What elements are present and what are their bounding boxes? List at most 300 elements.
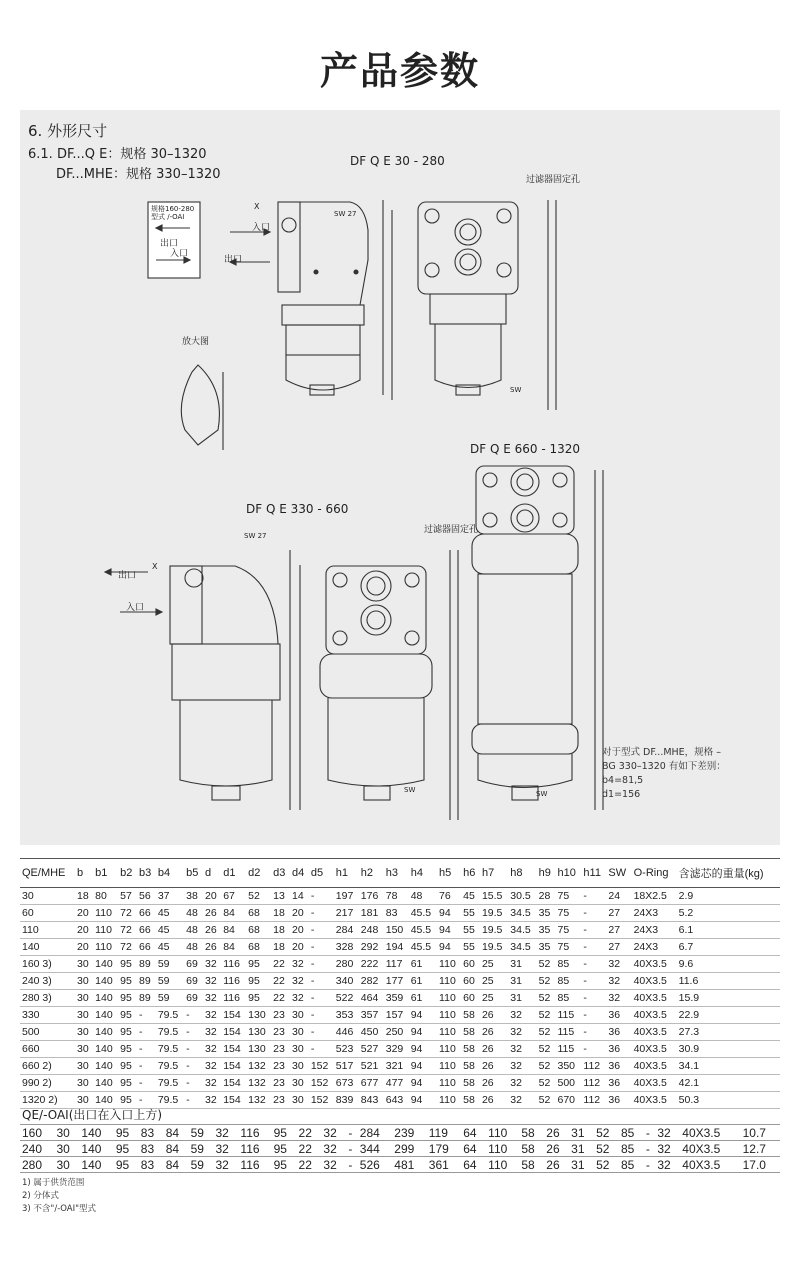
table-cell: 116	[238, 1125, 271, 1141]
table-cell: 55	[461, 939, 480, 956]
table-cell: 85	[619, 1157, 644, 1173]
table-cell: 79.5	[156, 1007, 184, 1024]
table-row	[20, 905, 780, 922]
drawing-title-small: DF Q E 30 - 280	[350, 154, 445, 168]
table-cell: 19.5	[480, 905, 508, 922]
table-cell: 670	[555, 1092, 581, 1109]
table-cell: 112	[581, 1075, 606, 1092]
table-cell: 94	[409, 1041, 437, 1058]
table-cell: 72	[118, 939, 137, 956]
table-cell: 48	[184, 905, 203, 922]
table-cell: 32	[203, 973, 221, 990]
table-cell: 152	[309, 1058, 334, 1075]
table-cell: 95	[118, 1024, 137, 1041]
table-row	[20, 1141, 780, 1157]
table-cell: 27	[606, 922, 631, 939]
table-cell: 60	[461, 973, 480, 990]
table-cell: 26	[480, 1058, 508, 1075]
table-cell: 30	[290, 1007, 309, 1024]
table-cell: 79.5	[156, 1092, 184, 1109]
table-row	[20, 888, 780, 905]
table-cell: 27	[606, 939, 631, 956]
table-cell: 248	[359, 922, 384, 939]
table-cell: 95	[272, 1157, 297, 1173]
table-cell: 40X3.5	[632, 1024, 677, 1041]
table-cell: 22	[297, 1141, 322, 1157]
table-header-cell: b2	[118, 859, 137, 888]
drawing-title-medium: DF Q E 330 - 660	[246, 502, 349, 516]
table-cell: 197	[334, 888, 359, 905]
table-cell: -	[309, 1007, 334, 1024]
table-cell: 18	[75, 888, 93, 905]
table-cell: 179	[427, 1141, 461, 1157]
table-cell: 32	[508, 1058, 536, 1075]
table-cell: 32	[606, 956, 631, 973]
table-cell: 110	[437, 990, 461, 1007]
table-cell: 239	[392, 1125, 426, 1141]
table-cell: 66	[137, 922, 156, 939]
table-cell: 36	[606, 1058, 631, 1075]
table-cell: 10.7	[741, 1125, 780, 1141]
table-cell: 116	[238, 1141, 271, 1157]
table-row	[20, 1041, 780, 1058]
table-cell: 110	[93, 922, 118, 939]
table-cell: 194	[384, 939, 409, 956]
table-cell: 282	[359, 973, 384, 990]
table-row	[20, 990, 780, 1007]
table-cell: 85	[555, 973, 581, 990]
table-cell: 69	[184, 956, 203, 973]
table-cell: 140	[93, 1024, 118, 1041]
table-cell: 76	[437, 888, 461, 905]
table-cell: 22	[271, 956, 290, 973]
table-cell: 22	[271, 973, 290, 990]
table-header-cell: b	[75, 859, 93, 888]
table-cell: 32	[290, 973, 309, 990]
table-cell: 660	[20, 1041, 75, 1058]
table-cell: -	[309, 956, 334, 973]
table-cell: 130	[246, 1041, 271, 1058]
table-cell: 59	[189, 1125, 214, 1141]
table-cell: 357	[359, 1007, 384, 1024]
table-cell: 79.5	[156, 1075, 184, 1092]
table-cell: 60	[20, 905, 75, 922]
table-cell: 83	[139, 1157, 164, 1173]
table-cell: -	[309, 1024, 334, 1041]
table-cell: 32	[655, 1157, 680, 1173]
footnote-2: 2) 分体式	[22, 1191, 59, 1201]
table-cell: 95	[272, 1141, 297, 1157]
table-header-cell: h6	[461, 859, 480, 888]
table-cell: 328	[334, 939, 359, 956]
table-cell: 160 3)	[20, 956, 75, 973]
table-cell: 130	[246, 1024, 271, 1041]
table-cell: 79.5	[156, 1058, 184, 1075]
table-cell: 280	[334, 956, 359, 973]
table-cell: 36	[606, 1092, 631, 1109]
table-cell: 59	[189, 1157, 214, 1173]
table-cell: 56	[137, 888, 156, 905]
table-cell: 6.7	[677, 939, 780, 956]
table-cell: 61	[409, 973, 437, 990]
oai-table	[20, 1124, 780, 1173]
table-cell: 140	[79, 1157, 113, 1173]
table-cell: 64	[461, 1125, 486, 1141]
legend-outlet: 出口	[160, 239, 179, 249]
table-cell: 95	[118, 1058, 137, 1075]
table-header-cell: h7	[480, 859, 508, 888]
table-cell: 26	[544, 1141, 569, 1157]
table-cell: 32	[508, 1092, 536, 1109]
table-header-cell: h5	[437, 859, 461, 888]
table-cell: 95	[118, 1092, 137, 1109]
table-cell: -	[581, 1007, 606, 1024]
table-cell: 154	[221, 1024, 246, 1041]
table-cell: 23	[271, 1041, 290, 1058]
table-cell: 45	[156, 922, 184, 939]
table-cell: 32	[321, 1157, 346, 1173]
oai-heading: QE/-OAI(出口在入口上方)	[22, 1108, 163, 1122]
table-cell: 68	[246, 922, 271, 939]
table-cell: 75	[555, 939, 581, 956]
table-cell: 517	[334, 1058, 359, 1075]
table-cell: 481	[392, 1157, 426, 1173]
table-cell: 526	[358, 1157, 392, 1173]
table-cell: 23	[271, 1058, 290, 1075]
table-cell: 839	[334, 1092, 359, 1109]
table-cell: 68	[246, 939, 271, 956]
table-cell: 52	[594, 1157, 619, 1173]
table-cell: 24X3	[632, 939, 677, 956]
mount-hole-label-medium: 过滤器固定孔	[424, 525, 479, 535]
table-cell: 140	[79, 1141, 113, 1157]
table-cell: 110	[437, 1041, 461, 1058]
table-cell: 30	[75, 956, 93, 973]
table-cell: 20	[290, 905, 309, 922]
table-cell: 240	[20, 1141, 54, 1157]
table-cell: 32	[655, 1141, 680, 1157]
table-cell: 95	[246, 990, 271, 1007]
table-cell: -	[137, 1024, 156, 1041]
table-cell: 25	[480, 956, 508, 973]
table-cell: 500	[555, 1075, 581, 1092]
table-cell: 140	[93, 990, 118, 1007]
table-cell: 110	[93, 939, 118, 956]
table-cell: 17.0	[741, 1157, 780, 1173]
table-cell: 19.5	[480, 922, 508, 939]
table-cell: 13	[271, 888, 290, 905]
table-cell: 45.5	[409, 922, 437, 939]
table-cell: 464	[359, 990, 384, 1007]
table-cell: -	[581, 973, 606, 990]
table-cell: -	[309, 990, 334, 1007]
sw-label-large: SW	[536, 790, 548, 798]
x-label-small: X	[254, 202, 260, 211]
table-row	[20, 1125, 780, 1141]
table-cell: 40X3.5	[680, 1125, 740, 1141]
table-cell: 152	[309, 1075, 334, 1092]
table-cell: 359	[384, 990, 409, 1007]
table-cell: 25	[480, 973, 508, 990]
table-header-cell: b5	[184, 859, 203, 888]
table-cell: 95	[118, 1075, 137, 1092]
x-label-medium: X	[152, 562, 158, 571]
table-cell: -	[309, 939, 334, 956]
inlet-label-small: 入口	[252, 223, 271, 233]
table-cell: 42.1	[677, 1075, 780, 1092]
table-cell: 59	[156, 990, 184, 1007]
table-cell: 83	[139, 1125, 164, 1141]
table-cell: 61	[409, 956, 437, 973]
table-cell: 110	[437, 1024, 461, 1041]
table-cell: 31	[508, 973, 536, 990]
table-cell: 89	[137, 956, 156, 973]
table-cell: 72	[118, 905, 137, 922]
table-cell: 132	[246, 1092, 271, 1109]
table-cell: 112	[581, 1058, 606, 1075]
table-cell: 32	[214, 1125, 239, 1141]
table-cell: 2.9	[677, 888, 780, 905]
table-cell: 58	[461, 1041, 480, 1058]
table-cell: 95	[118, 1007, 137, 1024]
table-row	[20, 956, 780, 973]
drawing-title-large: DF Q E 660 - 1320	[470, 442, 581, 456]
table-cell: 22	[271, 990, 290, 1007]
table-cell: 40X3.5	[632, 973, 677, 990]
table-cell: 22.9	[677, 1007, 780, 1024]
table-cell: 40X3.5	[632, 990, 677, 1007]
table-cell: 85	[619, 1125, 644, 1141]
table-cell: 20	[290, 922, 309, 939]
table-cell: 140	[93, 1092, 118, 1109]
table-cell: 344	[358, 1141, 392, 1157]
table-cell: -	[137, 1058, 156, 1075]
table-cell: 32	[508, 1024, 536, 1041]
table-cell: 350	[555, 1058, 581, 1075]
table-row	[20, 1075, 780, 1092]
table-cell: 660 2)	[20, 1058, 75, 1075]
table-cell: 643	[384, 1092, 409, 1109]
table-cell: 52	[537, 1024, 556, 1041]
table-cell: 89	[137, 990, 156, 1007]
table-header-cell: d5	[309, 859, 334, 888]
table-cell: 35	[537, 905, 556, 922]
table-cell: 55	[461, 922, 480, 939]
sw-label-medium: SW	[404, 786, 416, 794]
table-cell: 30	[75, 1024, 93, 1041]
table-cell: 26	[203, 939, 221, 956]
table-cell: 117	[384, 956, 409, 973]
table-cell: 31	[508, 956, 536, 973]
table-cell: 75	[555, 922, 581, 939]
table-cell: 150	[384, 922, 409, 939]
table-cell: 32	[203, 1041, 221, 1058]
table-cell: 34.5	[508, 922, 536, 939]
table-cell: 116	[221, 990, 246, 1007]
table-cell: 55	[461, 905, 480, 922]
table-cell: 94	[409, 1058, 437, 1075]
table-cell: 95	[114, 1125, 139, 1141]
table-cell: -	[309, 888, 334, 905]
table-header-cell: d3	[271, 859, 290, 888]
table-cell: 27.3	[677, 1024, 780, 1041]
table-cell: 110	[486, 1125, 519, 1141]
table-cell: -	[644, 1141, 655, 1157]
table-cell: 95	[118, 956, 137, 973]
table-cell: 110	[486, 1141, 519, 1157]
table-header-cell: QE/MHE	[20, 859, 75, 888]
table-cell: 115	[555, 1041, 581, 1058]
table-cell: 30	[75, 990, 93, 1007]
table-cell: 84	[221, 939, 246, 956]
table-cell: 52	[537, 956, 556, 973]
inlet-label-medium: 入口	[126, 603, 145, 613]
table-cell: 20	[75, 905, 93, 922]
table-cell: 79.5	[156, 1041, 184, 1058]
table-cell: 115	[555, 1024, 581, 1041]
table-cell: 222	[359, 956, 384, 973]
table-cell: 329	[384, 1041, 409, 1058]
table-cell: 110	[437, 1058, 461, 1075]
table-cell: 32	[508, 1041, 536, 1058]
table-header-cell: d2	[246, 859, 271, 888]
table-cell: -	[137, 1041, 156, 1058]
table-cell: 140	[93, 1075, 118, 1092]
table-cell: -	[581, 939, 606, 956]
table-cell: 32	[290, 990, 309, 1007]
table-cell: 26	[544, 1157, 569, 1173]
table-cell: 95	[114, 1141, 139, 1157]
table-cell: -	[137, 1092, 156, 1109]
table-cell: -	[581, 1024, 606, 1041]
table-cell: 50.3	[677, 1092, 780, 1109]
table-cell: 45.5	[409, 905, 437, 922]
table-cell: -	[137, 1075, 156, 1092]
table-cell: 34.1	[677, 1058, 780, 1075]
table-cell: 280	[20, 1157, 54, 1173]
table-cell: 66	[137, 939, 156, 956]
table-cell: 52	[537, 1007, 556, 1024]
table-cell: 23	[271, 1075, 290, 1092]
table-cell: 9.6	[677, 956, 780, 973]
table-cell: 20	[75, 939, 93, 956]
table-cell: 353	[334, 1007, 359, 1024]
table-cell: -	[137, 1007, 156, 1024]
table-cell: 85	[619, 1141, 644, 1157]
table-cell: 521	[359, 1058, 384, 1075]
table-cell: 22	[297, 1125, 322, 1141]
table-cell: 69	[184, 973, 203, 990]
table-cell: 23	[271, 1092, 290, 1109]
table-cell: -	[184, 1041, 203, 1058]
table-cell: 95	[246, 956, 271, 973]
table-cell: 673	[334, 1075, 359, 1092]
table-cell: 95	[118, 1041, 137, 1058]
table-cell: 95	[272, 1125, 297, 1141]
table-row	[20, 939, 780, 956]
table-cell: 58	[461, 1007, 480, 1024]
table-cell: 18	[271, 905, 290, 922]
table-cell: 60	[461, 956, 480, 973]
table-cell: 69	[184, 990, 203, 1007]
table-cell: 26	[203, 905, 221, 922]
table-cell: 36	[606, 1007, 631, 1024]
table-cell: 94	[437, 939, 461, 956]
table-cell: 84	[221, 905, 246, 922]
table-cell: 446	[334, 1024, 359, 1041]
table-cell: 523	[334, 1041, 359, 1058]
table-cell: 84	[164, 1141, 189, 1157]
table-header-cell: d4	[290, 859, 309, 888]
table-cell: 116	[238, 1157, 271, 1173]
table-cell: 154	[221, 1058, 246, 1075]
table-cell: 160	[20, 1125, 54, 1141]
table-row	[20, 1157, 780, 1173]
table-cell: 32	[606, 973, 631, 990]
table-cell: 22	[297, 1157, 322, 1173]
filter-side-view-medium	[105, 550, 300, 810]
table-header-cell: b3	[137, 859, 156, 888]
table-cell: 280 3)	[20, 990, 75, 1007]
table-cell: 292	[359, 939, 384, 956]
table-cell: 58	[519, 1141, 544, 1157]
table-cell: 34.5	[508, 939, 536, 956]
table-header-cell: h4	[409, 859, 437, 888]
table-header-cell: b1	[93, 859, 118, 888]
technical-drawing	[20, 110, 780, 845]
table-cell: 30.9	[677, 1041, 780, 1058]
table-cell: 79.5	[156, 1024, 184, 1041]
table-cell: 59	[156, 973, 184, 990]
table-cell: 110	[486, 1157, 519, 1173]
table-cell: 110	[437, 973, 461, 990]
table-cell: 26	[480, 1092, 508, 1109]
table-cell: 60	[461, 990, 480, 1007]
table-cell: -	[346, 1141, 357, 1157]
table-cell: 284	[334, 922, 359, 939]
table-cell: 52	[537, 1041, 556, 1058]
section-subheading-1: 6.1. DF...Q E：规格 30–1320	[28, 147, 207, 162]
table-cell: 84	[164, 1125, 189, 1141]
table-cell: 75	[555, 888, 581, 905]
table-cell: 72	[118, 922, 137, 939]
sw-label-small: SW	[510, 386, 522, 394]
footnote-1: 1) 属于供货范围	[22, 1178, 85, 1188]
table-cell: 26	[480, 1024, 508, 1041]
table-cell: 527	[359, 1041, 384, 1058]
table-cell: 32	[203, 1007, 221, 1024]
table-cell: 85	[555, 990, 581, 1007]
table-cell: 15.9	[677, 990, 780, 1007]
table-header-cell: h2	[359, 859, 384, 888]
table-cell: 30	[75, 1041, 93, 1058]
table-cell: 677	[359, 1075, 384, 1092]
table-cell: 24	[606, 888, 631, 905]
table-header-cell: h1	[334, 859, 359, 888]
table-cell: 110	[93, 905, 118, 922]
table-cell: -	[644, 1125, 655, 1141]
table-cell: 116	[221, 956, 246, 973]
table-cell: 250	[384, 1024, 409, 1041]
table-cell: 67	[221, 888, 246, 905]
table-cell: 35	[537, 939, 556, 956]
table-cell: -	[581, 888, 606, 905]
table-cell: 340	[334, 973, 359, 990]
table-cell: 217	[334, 905, 359, 922]
enlarged-detail	[181, 365, 223, 450]
table-cell: 115	[555, 1007, 581, 1024]
table-cell: 40X3.5	[632, 1058, 677, 1075]
